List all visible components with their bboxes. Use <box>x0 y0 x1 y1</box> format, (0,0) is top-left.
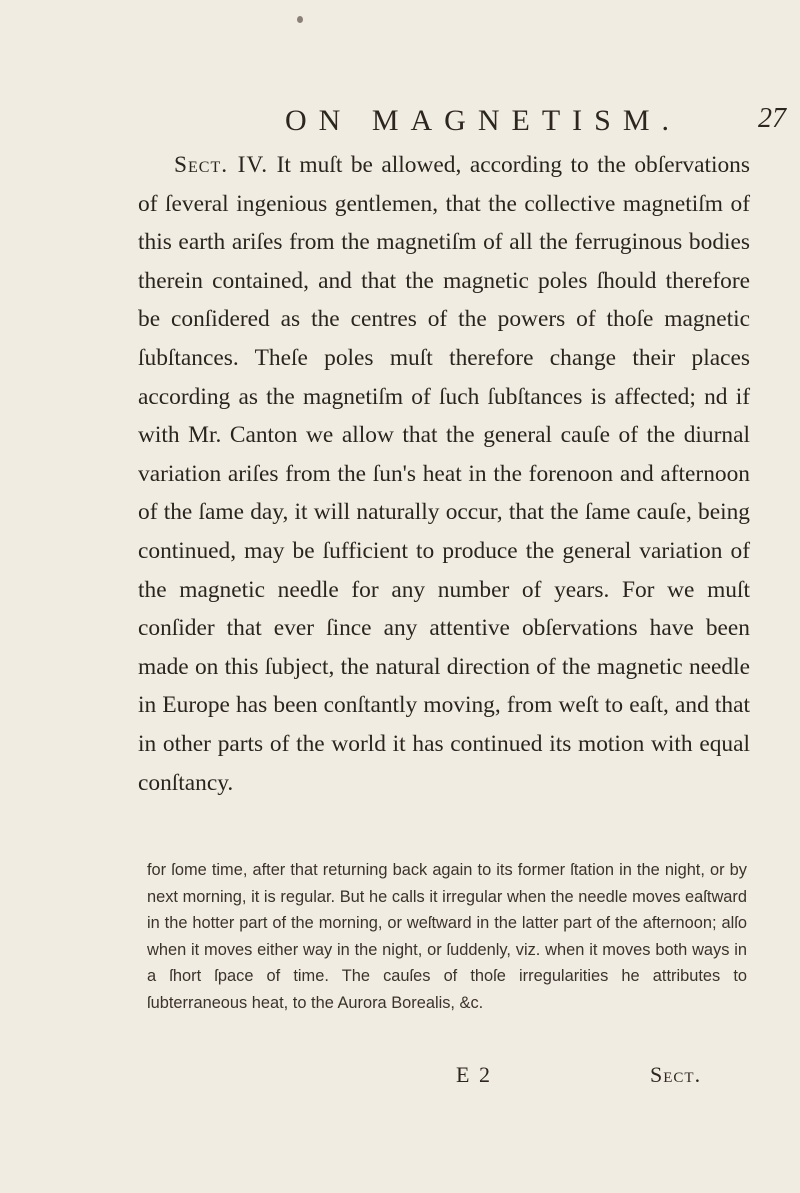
running-head: ON MAGNETISM. <box>285 104 681 137</box>
section-heading: Sect. IV. <box>174 152 269 178</box>
ink-speck <box>297 16 303 23</box>
catchword: Sect. <box>650 1062 702 1087</box>
main-paragraph <box>138 146 750 802</box>
page-number: 27 <box>758 103 786 134</box>
footnote: for ſome time, after that returning back again to its former ſtation in the night, or by next morning, it is regular. But he calls it irregular when the needle moves eaſtward in the hotter part of the morning, or weſtward in the latter part of the afternoon; alſo when it moves either way in the night, or ſuddenly, viz. when it moves both ways in a ſhort ſpace of time. The cauſes of thoſe irregularities he attributes to ſubterraneous heat, to the Aurora Borealis, &c. <box>147 861 747 1012</box>
paragraph-text: It muſt be allowed, according to the obſervations of ſeveral ingenious gentlemen, that the collective magnetiſm of this earth ariſes from the magnetiſm of all the ferruginous bodies therein contained, and that the magnetic poles ſhould therefore be conſidered as the centres of the powers of thoſe magnetic ſubſtances. Theſe poles muſt therefore change their places according as the magnetiſm of ſuch ſubſtances is affected; nd if with Mr. Canton we allow that the general cauſe of the diurnal variation ariſes from the ſun's heat in the forenoon and afternoon of the ſame day, it will naturally occur, that the ſame cauſe, being continued, may be ſufficient to produce the general variation of the magnetic needle for any number of years. For we muſt conſider that ever ſince any attentive obſervations have been made on this ſubject, the natural direction of the magnetic needle in Europe has been conſtantly moving, from weſt to eaſt, and that in other parts of the world it has continued its motion with equal conſtancy. <box>138 152 750 796</box>
signature-mark: E 2 <box>456 1062 492 1087</box>
